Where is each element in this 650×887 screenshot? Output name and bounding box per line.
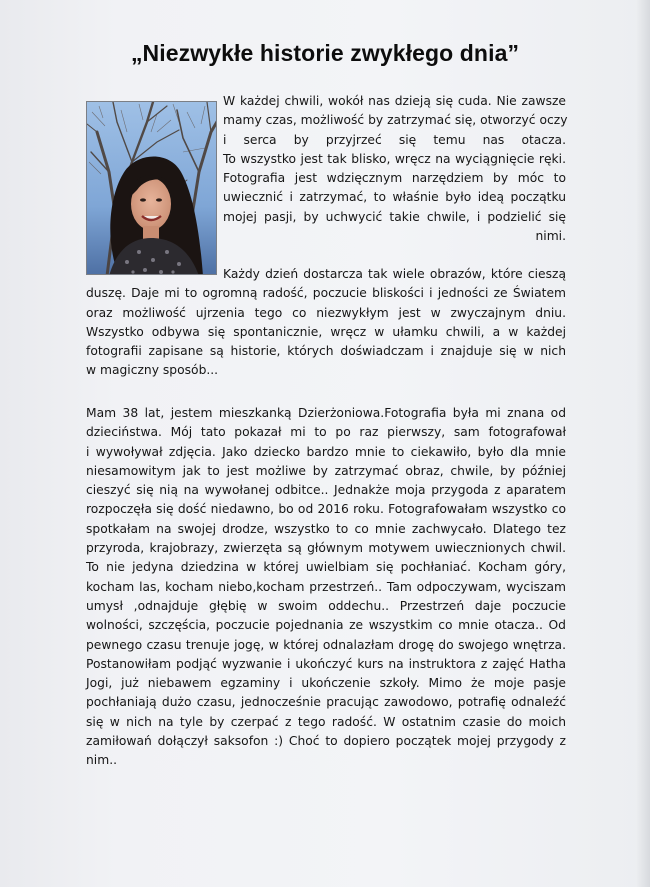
text-line: umysł ,odnajduje głębię w swoim oddechu.. Przestrzeń daje poczucie [86, 598, 566, 613]
text-line: nim.. [86, 753, 118, 768]
text-line: Jogi, już niebawem egzaminy i ukończenie szkoły. Mimo że moje pasje [86, 676, 566, 691]
text-line: spotkałam na swojej drodze, wszystko to co mnie zachwycało. Dlatego tez [86, 521, 566, 536]
text-line: wolności, szczęścia, poczucie pojednania ze wszystkim co mnie otacza.. Od [86, 618, 566, 633]
document-title: „Niezwykłe historie zwykłego dnia” [130, 40, 520, 66]
text-line: kocham las, kocham niebo,kocham przestrzeń.. Tam odpoczywam, wyciszam [86, 579, 566, 594]
text-line: pochłaniają dużo czasu, jednocześnie pracując zawodowo, potrafię odnaleźć [86, 695, 566, 710]
text-line: uwiecznić i zatrzymać, to właśnie było ideą początku [223, 190, 566, 205]
text-line: niesamowitym jak to jest możliwe by zatrzymać obraz, chwile, by później [86, 463, 566, 478]
text-line: zamiłowań dołączył saksofon :) Choć to dopiero początek mojej przygody z [86, 734, 566, 749]
text-line: i serca by przyjrzeć się temu nas otacza. [223, 132, 566, 147]
text-line: się w nich na tyle by czerpać z tego radość. W ostatnim czasie do moich [86, 714, 566, 729]
text-line: dzieciństwa. Mój tato pokazał mi to po raz pierwszy, sam fotografował [86, 425, 566, 440]
text-line: i wywoływał zdjęcia. Jako dziecko bardzo mnie to ciekawiło, było dla mnie [86, 444, 566, 459]
text-line: Fotografia jest wdzięcznym narzędziem by móc to [223, 171, 566, 186]
text-line: Każdy dzień dostarcza tak wiele obrazów, które cieszą [223, 267, 566, 281]
text-line: fotografii zapisane są historie, których doświadczam i znajduje się w nich [86, 344, 566, 359]
text-line: duszę. Daje mi to ogromną radość, poczucie bliskości i jedności ze Światem [86, 286, 566, 301]
text-line: nimi. [535, 229, 566, 244]
text-line: w magiczny sposób... [86, 363, 219, 378]
text-line: W każdej chwili, wokół nas dzieją się cuda. Nie zawsze [223, 94, 566, 108]
text-line: To nie jedyna dziedzina w której uwielbiam się pochłaniać. Kocham góry, [86, 560, 566, 575]
text-line: cieszyć się nią na wywołanej odbitce.. Jednakże moja przygoda z aparatem [86, 483, 566, 498]
text-line: mamy czas, możliwość by zatrzymać się, otworzyć oczy [223, 113, 568, 128]
page-edge-shadow [636, 0, 650, 887]
intro-text-block [223, 92, 566, 246]
text-line: mojej pasji, by uchwycić takie chwile, i podzielić się [223, 209, 566, 224]
text-line: Wszystko odbywa się spontanicznie, wręcz w ułamku chwili, a w każdej [86, 324, 566, 339]
text-line: rozpoczęła się dość niedawno, bo od 2016 roku. Fotografowałam wszystko co [86, 502, 566, 517]
text-line: pewnego czasu trenuje jogę, w której odnalazłam drogę do swojego wnętrza. [86, 637, 566, 652]
text-line: oraz możliwość ujrzenia tego co niezwykłym jest w zwyczajnym dniu. [86, 305, 566, 320]
text-line: Postanowiłam podjąć wyzwanie i ukończyć kurs na instruktora z zajęć Hatha [86, 656, 566, 671]
paragraph-2 [86, 404, 566, 771]
text-line: przyroda, krajobrazy, zwierzęta są głównym motywem uwiecznionych chwil. [86, 541, 566, 556]
paragraph-1 [86, 265, 566, 381]
text-line: To wszystko jest tak blisko, wręcz na wyciągnięcie ręki. [223, 151, 566, 166]
text-line: Mam 38 lat, jestem mieszkanką Dzierżoniowa.Fotografia była mi znana od [86, 406, 566, 420]
author-portrait-photo [86, 101, 217, 275]
